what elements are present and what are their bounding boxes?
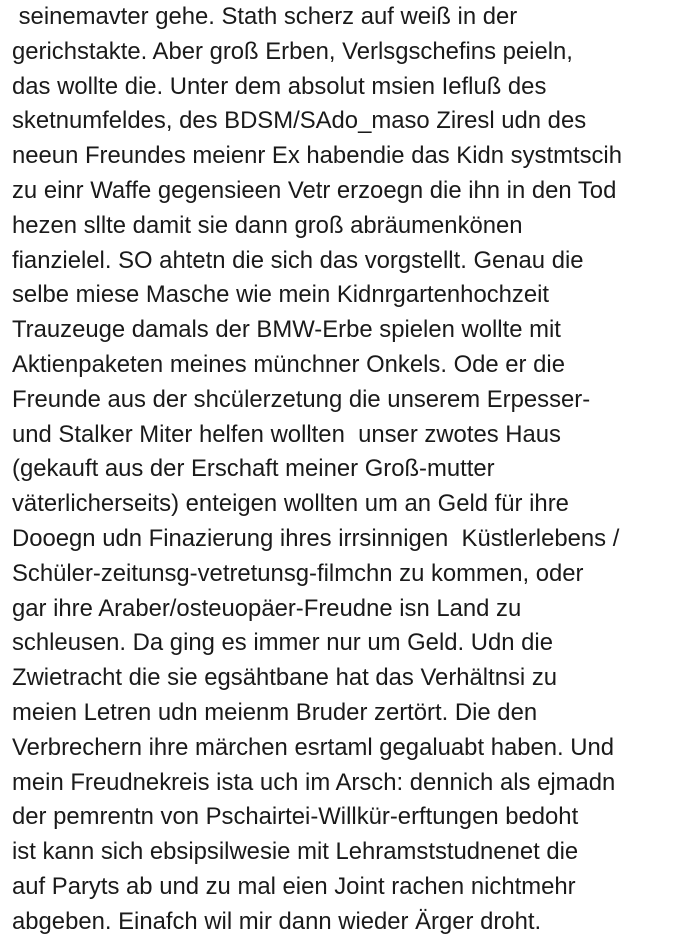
text-line: mein Freudnekreis ista uch im Arsch: dennich als ejmadn (12, 768, 616, 796)
text-line: auf Paryts ab und zu mal eien Joint rachen nichtmehr (12, 872, 576, 900)
text-line: (gekauft aus der Erschaft meiner Groß-mutter (12, 455, 495, 483)
text-line: der pemrentn von Pschairtei-Willkür-erftungen bedoht (12, 803, 579, 831)
text-line: gar ihre Araber/osteuopäer-Freudne isn Land zu (12, 594, 522, 622)
text-line: abgeben. Einafch wil mir dann wieder Ärger droht. (12, 907, 542, 935)
text-line: zu einr Waffe gegensieen Vetr erzoegn die ihn in den Tod (12, 176, 617, 204)
text-line: Aktienpaketen meines münchner Onkels. Ode er die (12, 350, 565, 378)
text-line: Freunde aus der shcülerzetung die unserem Erpesser- (12, 385, 591, 413)
text-line: neeun Freundes meienr Ex habendie das Kidn systmtscih (12, 142, 623, 170)
text-line: selbe miese Masche wie mein Kidnrgartenhochzeit (12, 281, 550, 309)
text-line: meien Letren udn meienm Bruder zertört. Die den (12, 698, 538, 726)
text-line: ist kann sich ebsipsilwesie mit Lehramststudnenet die (12, 838, 579, 866)
text-line: schleusen. Da ging es immer nur um Geld. Udn die (12, 629, 554, 657)
text-line: fianzielel. SO ahtetn die sich das vorgstellt. Genau die (12, 246, 584, 274)
text-line: Schüler-zeitunsg-vetretunsg-filmchn zu kommen, oder (12, 559, 584, 587)
body-text (12, 0, 684, 940)
text-line: Trauzeuge damals der BMW-Erbe spielen wollte mit (12, 316, 561, 344)
text-line: väterlicherseits) enteigen wollten um an Geld für ihre (12, 490, 569, 518)
text-line: Dooegn udn Finazierung ihres irrsinnigen Küstlerlebens / (12, 524, 620, 552)
text-line: Zwietracht die sie egsähtbane hat das Verhältnsi zu (12, 664, 558, 692)
text-line: Verbrechern ihre märchen esrtaml gegaluabt haben. Und (12, 733, 615, 761)
text-line: seinemavter gehe. Stath scherz auf weiß in der (12, 3, 518, 30)
text-line: sketnumfeldes, des BDSM/SAdo_maso Ziresl udn des (12, 107, 587, 135)
text-line: und Stalker Miter helfen wollten unser zwotes Haus (12, 420, 561, 448)
text-line: hezen sllte damit sie dann groß abräumenkönen (12, 211, 523, 239)
text-line: das wollte die. Unter dem absolut msien Iefluß des (12, 72, 547, 100)
text-line: gerichstakte. Aber groß Erben, Verlsgschefins peieln, (12, 37, 573, 65)
